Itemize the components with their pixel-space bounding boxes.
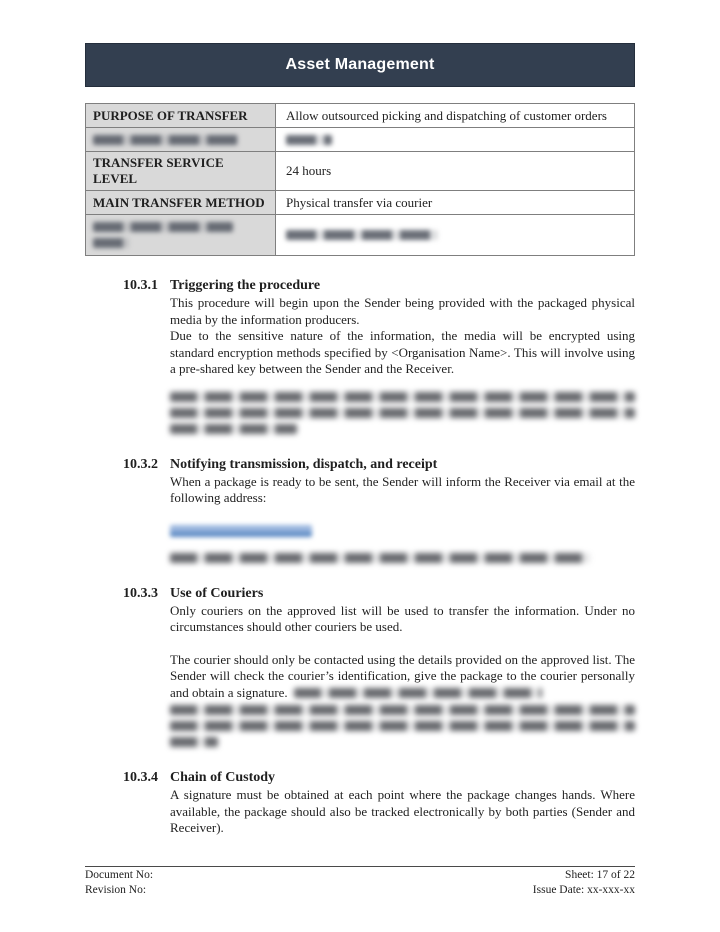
paragraph: This procedure will begin upon the Sender being provided with the packaged physical media by the information producers. [170,295,635,327]
table-row [86,152,635,191]
section-number: 10.3.2 [123,456,158,472]
paragraph: Only couriers on the approved list will be used to transfer the information. Under no circumstances should other couriers be used. [170,602,635,634]
section-title: Notifying transmission, dispatch, and receipt [170,456,438,472]
document-title: Asset Management [285,56,435,73]
row-value: Allow outsourced picking and dispatching of customer orders [276,104,635,128]
row-label-redacted [86,215,276,256]
table-row [86,191,635,215]
paragraph [170,652,635,702]
paragraph: Due to the sensitive nature of the information, the media will be encrypted using standard encryption methods specified by <Organisation Name>. This will involve using a pre-shared key between the Sender and the Receiver. [170,328,635,376]
paragraph: When a package is ready to be sent, the Sender will inform the Receiver via email at the following address: [170,473,635,505]
redacted-paragraph [170,392,635,434]
row-label: PURPOSE OF TRANSFER [86,104,276,128]
email-link-redacted[interactable] [170,525,312,537]
section-number: 10.3.3 [123,585,158,601]
footer-document-no: Document No: [85,869,154,881]
section-10-3-4 [123,769,635,837]
section-title: Use of Couriers [170,585,264,601]
page-footer [85,866,635,897]
section-number: 10.3.1 [123,278,158,293]
footer-revision-no: Revision No: [85,883,147,896]
paragraph-text: The courier should only be contacted using the details provided on the approved list. The Sender will check the courier’s identification, give the package to the courier personally and obtain a signature. [170,651,635,700]
section-heading [123,456,635,473]
paragraph: A signature must be obtained at each point where the package changes hands. Where available, the package should also be tracked electronically by both parties (Sender and Receiver). [170,787,635,835]
row-value-redacted [276,128,635,152]
redacted-line [170,553,590,563]
row-value: Physical transfer via courier [276,191,635,215]
row-label: TRANSFER SERVICE LEVEL [86,152,276,191]
section-heading [123,277,635,294]
table-row-redacted [86,128,635,152]
redacted-inline-text [294,688,542,698]
section-10-3-2 [123,456,635,563]
paragraph-spacer [170,636,635,652]
section-title: Chain of Custody [170,770,276,785]
section-10-3-3 [123,585,635,748]
table-row [86,104,635,128]
row-label: MAIN TRANSFER METHOD [86,191,276,215]
section-heading [123,769,635,786]
table-row-redacted [86,215,635,256]
section-number: 10.3.4 [123,770,158,785]
document-title-bar [85,43,635,87]
document-body [85,277,635,837]
section-title: Triggering the procedure [170,278,321,293]
row-value: 24 hours [276,152,635,191]
section-heading [123,585,635,602]
footer-sheet: Sheet: 17 of 22 [565,869,635,881]
transfer-info-table [85,103,635,256]
redacted-paragraph [170,705,635,747]
footer-issue-date: Issue Date: xx-xxx-xx [532,883,635,896]
section-10-3-1 [123,277,635,434]
row-value-redacted [276,215,635,256]
row-label-redacted [86,128,276,152]
